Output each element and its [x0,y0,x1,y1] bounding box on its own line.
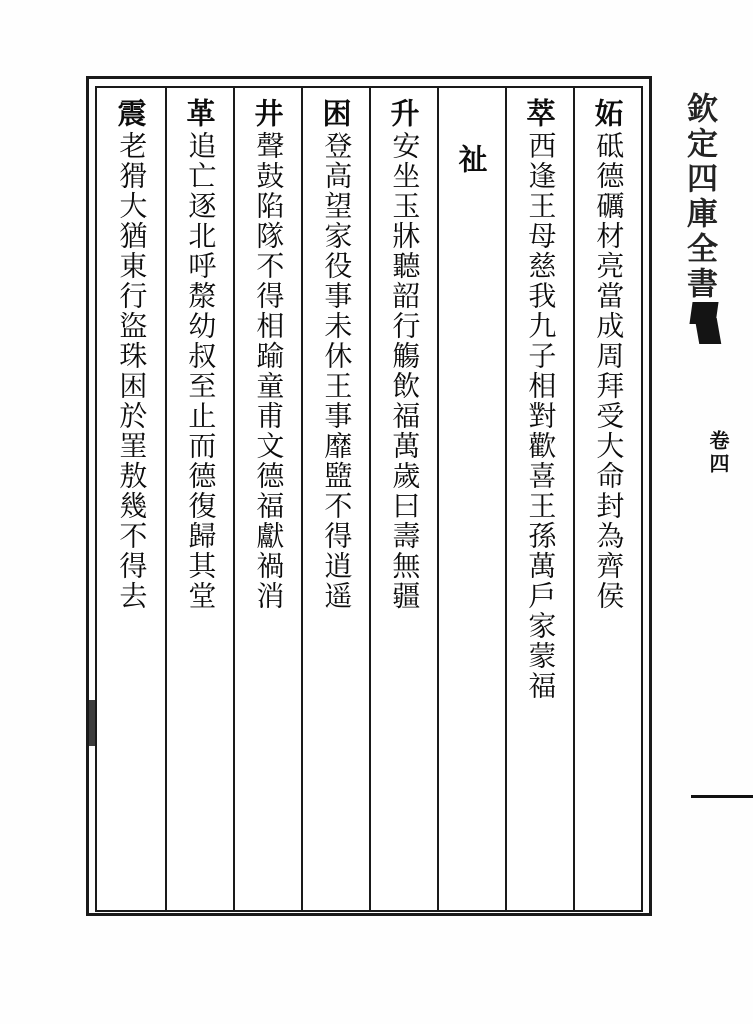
volume-label: 卷四 [706,430,730,476]
column-body-2: 西逢王母慈我九子相對歡喜王孫萬戶家蒙福 [524,131,558,701]
text-column-6 [233,88,301,910]
column-head-5: 困 [318,98,353,129]
text-column-2 [505,88,573,910]
column-head-4: 升 [386,98,421,129]
text-column-5 [301,88,369,910]
column-body-1: 砥德礪材亮當成周拜受大命封為齊侯 [592,131,626,611]
page-edge-mark [691,795,753,798]
series-title-text: 欽定四庫全書 [681,92,717,302]
series-title [677,92,735,392]
column-body-4: 安坐玉牀聽韶行觴飲福萬歲曰壽無疆 [388,131,422,611]
text-column-3 [437,88,505,910]
text-column-1 [573,88,641,910]
column-head-1: 妬 [590,98,625,129]
seal-icon [689,300,723,346]
column-head-2: 萃 [522,98,557,129]
text-column-4 [369,88,437,910]
column-head-3: 祉 [454,144,489,175]
ink-smudge [88,700,97,746]
column-head-7: 革 [182,98,217,129]
text-column-7 [165,88,233,910]
column-body-6: 聲鼓陷隊不得相踰童甫文德福獻禍消 [252,131,286,611]
column-body-5: 登高望家役事未休王事靡盬不得逍遥 [320,131,354,611]
text-column-8 [97,88,165,910]
column-body-8: 老猾大猶東行盜珠困於罣敖幾不得去 [115,131,149,611]
column-head-8: 震 [113,98,148,129]
text-columns [97,88,641,910]
column-body-7: 追亡逐北呼漦幼叔至止而德復歸其堂 [184,131,218,611]
column-head-6: 井 [250,98,285,129]
